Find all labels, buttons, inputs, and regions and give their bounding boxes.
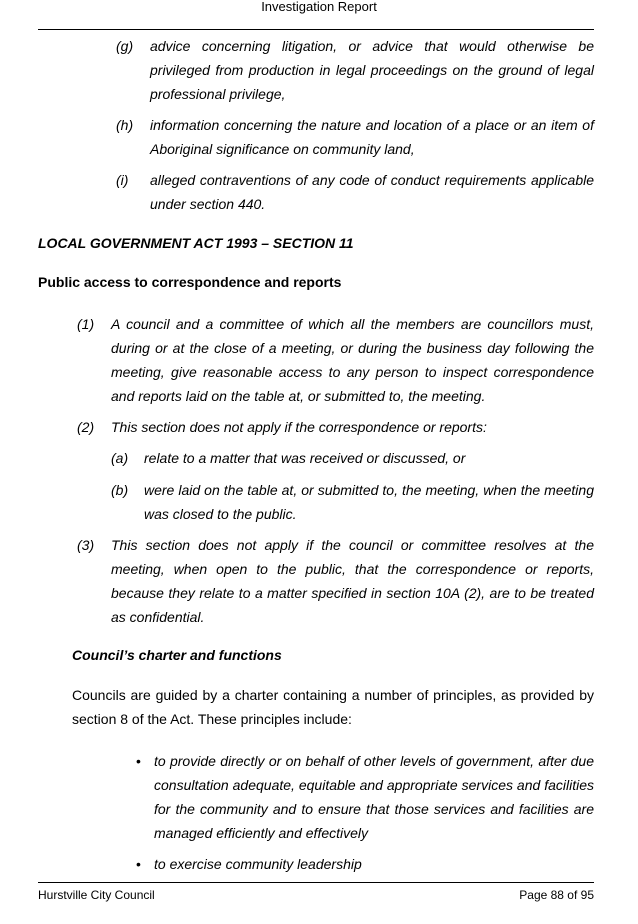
list-item-text: A council and a committee of which all the members are councillors must, during or at the close of a meeting, or during the business day following the meeting, give reasonable access to any person to inspect correspondence and reports laid on the table at, or submitted to, the meeting.	[111, 316, 594, 404]
page-number: Page 88 of 95	[519, 888, 594, 902]
header-divider	[38, 29, 594, 30]
footer-organization: Hurstville City Council	[38, 888, 155, 902]
bullet-icon: •	[136, 856, 141, 872]
list-marker: (g)	[116, 38, 134, 54]
bullet-item-text: to provide directly or on behalf of other levels of government, after due consultation adequate, equitable and appropriate services and facilities for the community and to ensure that those services and facilities are managed efficiently and effectively	[154, 753, 594, 841]
list-item-text: alleged contraventions of any code of conduct requirements applicable under section 440.	[150, 172, 594, 212]
bullet-icon: •	[136, 753, 141, 769]
list-item-text: This section does not apply if the council or committee resolves at the meeting, when open to the public, that the correspondence or reports, because they relate to a matter specified in section 10A (2), are to be treated as confidential.	[111, 537, 594, 625]
list-item-text: advice concerning litigation, or advice that would otherwise be privileged from production in legal proceedings on the ground of legal professional privilege,	[150, 38, 594, 102]
sub-list-item-text: relate to a matter that was received or discussed, or	[144, 450, 466, 466]
sub-list-marker: (a)	[111, 450, 129, 466]
list-marker: (i)	[116, 172, 129, 188]
charter-intro: Councils are guided by a charter containing a number of principles, as provided by section 8 of the Act. These principles include:	[72, 687, 594, 727]
list-item-text: This section does not apply if the correspondence or reports:	[111, 419, 487, 435]
list-marker: (h)	[116, 117, 134, 133]
bullet-item-text: to exercise community leadership	[154, 856, 362, 872]
footer-divider	[38, 882, 594, 883]
list-marker: (2)	[77, 419, 95, 435]
list-marker: (3)	[77, 537, 95, 553]
sub-list-item-text: were laid on the table at, or submitted to, the meeting, when the meeting was closed to the public.	[144, 482, 594, 522]
page-header-title: Investigation Report	[261, 0, 377, 14]
list-item-text: information concerning the nature and location of a place or an item of Aboriginal significance on community land,	[150, 117, 594, 157]
act-heading: LOCAL GOVERNMENT ACT 1993 – SECTION 11	[38, 235, 354, 251]
charter-heading: Council’s charter and functions	[72, 647, 282, 663]
sub-list-marker: (b)	[111, 482, 129, 498]
list-marker: (1)	[77, 316, 95, 332]
section-heading: Public access to correspondence and reports	[38, 274, 342, 290]
